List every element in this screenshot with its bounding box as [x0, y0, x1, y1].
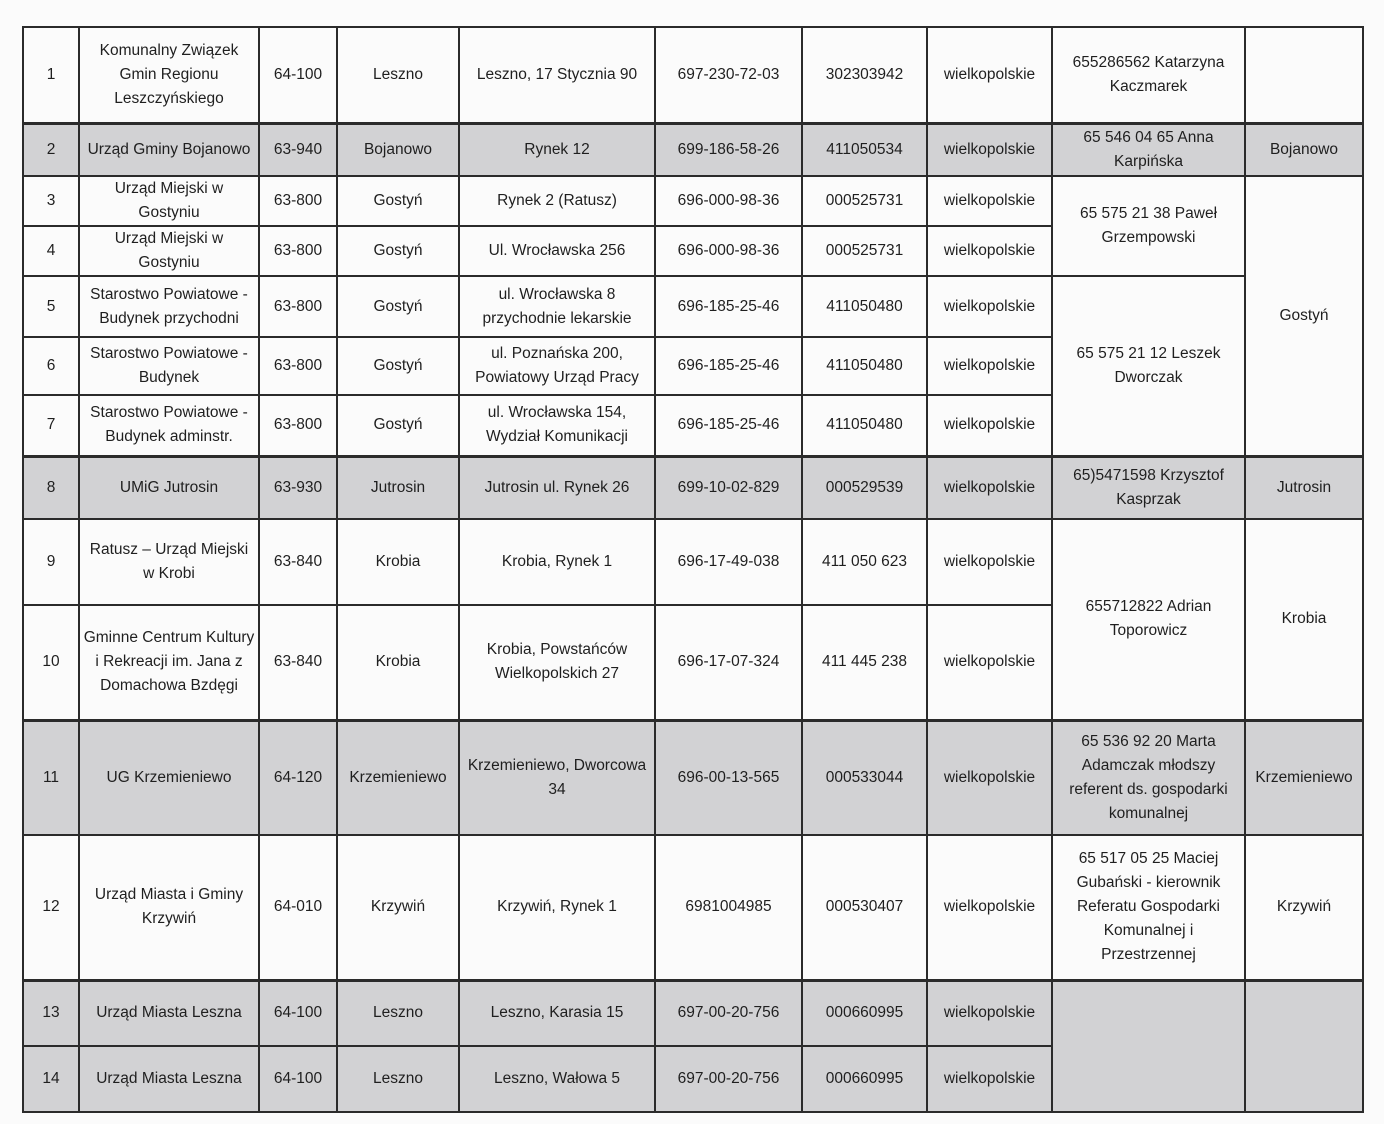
nip-number: 696-000-98-36 [655, 226, 802, 276]
table-row [23, 456, 1363, 519]
regon-number: 000530407 [802, 835, 927, 980]
institution-name: Ratusz – Urząd Miejski w Krobi [79, 519, 259, 605]
nip-number: 696-185-25-46 [655, 337, 802, 395]
commune: Krobia [1245, 519, 1363, 720]
row-number: 5 [23, 276, 79, 337]
contact-person: 65 517 05 25 Maciej Gubański - kierownik Referatu Gospodarki Komunalnej i Przestrzennej [1052, 835, 1245, 980]
province: wielkopolskie [927, 605, 1052, 720]
province: wielkopolskie [927, 226, 1052, 276]
regon-number: 000660995 [802, 1046, 927, 1112]
row-number: 3 [23, 176, 79, 226]
address: Krobia, Rynek 1 [459, 519, 655, 605]
city: Leszno [337, 1046, 459, 1112]
row-number: 11 [23, 720, 79, 835]
city: Bojanowo [337, 123, 459, 176]
institution-name: Starostwo Powiatowe - Budynek przychodni [79, 276, 259, 337]
row-number: 10 [23, 605, 79, 720]
row-number: 1 [23, 27, 79, 123]
table-row [23, 123, 1363, 176]
address: Krzemieniewo, Dworcowa 34 [459, 720, 655, 835]
city: Krobia [337, 605, 459, 720]
nip-number: 699-10-02-829 [655, 456, 802, 519]
city: Leszno [337, 27, 459, 123]
nip-number: 696-185-25-46 [655, 395, 802, 456]
commune: Krzywiń [1245, 835, 1363, 980]
postal-code: 63-800 [259, 226, 337, 276]
city: Gostyń [337, 176, 459, 226]
province: wielkopolskie [927, 980, 1052, 1046]
contact-person: 655712822 Adrian Toporowicz [1052, 519, 1245, 720]
facilities-table [22, 26, 1364, 1113]
postal-code: 63-800 [259, 276, 337, 337]
regon-number: 411050534 [802, 123, 927, 176]
regon-number: 000533044 [802, 720, 927, 835]
institution-name: Urząd Miejski w Gostyniu [79, 176, 259, 226]
regon-number: 000525731 [802, 226, 927, 276]
postal-code: 63-840 [259, 605, 337, 720]
row-number: 7 [23, 395, 79, 456]
institution-name: UG Krzemieniewo [79, 720, 259, 835]
institution-name: Urząd Miasta Leszna [79, 980, 259, 1046]
province: wielkopolskie [927, 276, 1052, 337]
commune: Gostyń [1245, 176, 1363, 456]
contact-person: 655286562 Katarzyna Kaczmarek [1052, 27, 1245, 123]
city: Gostyń [337, 276, 459, 337]
province: wielkopolskie [927, 123, 1052, 176]
table-row [23, 519, 1363, 605]
row-number: 9 [23, 519, 79, 605]
nip-number: 6981004985 [655, 835, 802, 980]
regon-number: 411050480 [802, 337, 927, 395]
institution-name: Starostwo Powiatowe - Budynek [79, 337, 259, 395]
institution-name: Urząd Miejski w Gostyniu [79, 226, 259, 276]
regon-number: 411050480 [802, 395, 927, 456]
province: wielkopolskie [927, 176, 1052, 226]
province: wielkopolskie [927, 519, 1052, 605]
regon-number: 000525731 [802, 176, 927, 226]
contact-person: 65)5471598 Krzysztof Kasprzak [1052, 456, 1245, 519]
contact-empty [1052, 980, 1245, 1112]
province: wielkopolskie [927, 395, 1052, 456]
address: Ul. Wrocławska 256 [459, 226, 655, 276]
province: wielkopolskie [927, 835, 1052, 980]
postal-code: 63-930 [259, 456, 337, 519]
institution-name: Urząd Miasta Leszna [79, 1046, 259, 1112]
row-number: 12 [23, 835, 79, 980]
table-row [23, 720, 1363, 835]
nip-number: 696-17-07-324 [655, 605, 802, 720]
postal-code: 64-120 [259, 720, 337, 835]
address: Leszno, Wałowa 5 [459, 1046, 655, 1112]
regon-number: 302303942 [802, 27, 927, 123]
institution-name: Starostwo Powiatowe - Budynek adminstr. [79, 395, 259, 456]
regon-number: 411 050 623 [802, 519, 927, 605]
table-row [23, 980, 1363, 1046]
address: Krzywiń, Rynek 1 [459, 835, 655, 980]
city: Gostyń [337, 337, 459, 395]
postal-code: 64-100 [259, 980, 337, 1046]
commune-empty [1245, 27, 1363, 123]
address: ul. Wrocławska 154, Wydział Komunikacji [459, 395, 655, 456]
city: Krzywiń [337, 835, 459, 980]
row-number: 6 [23, 337, 79, 395]
postal-code: 63-800 [259, 176, 337, 226]
institution-name: Komunalny Związek Gmin Regionu Leszczyńskiego [79, 27, 259, 123]
table-row [23, 27, 1363, 123]
province: wielkopolskie [927, 456, 1052, 519]
regon-number: 000660995 [802, 980, 927, 1046]
address: ul. Poznańska 200, Powiatowy Urząd Pracy [459, 337, 655, 395]
nip-number: 696-17-49-038 [655, 519, 802, 605]
city: Krobia [337, 519, 459, 605]
contact-person: 65 575 21 12 Leszek Dworczak [1052, 276, 1245, 456]
address: Rynek 12 [459, 123, 655, 176]
row-number: 4 [23, 226, 79, 276]
province: wielkopolskie [927, 1046, 1052, 1112]
postal-code: 63-800 [259, 337, 337, 395]
nip-number: 696-00-13-565 [655, 720, 802, 835]
contact-person: 65 546 04 65 Anna Karpińska [1052, 123, 1245, 176]
regon-number: 411 445 238 [802, 605, 927, 720]
regon-number: 000529539 [802, 456, 927, 519]
postal-code: 63-940 [259, 123, 337, 176]
nip-number: 697-00-20-756 [655, 1046, 802, 1112]
commune: Jutrosin [1245, 456, 1363, 519]
city: Gostyń [337, 226, 459, 276]
address: Rynek 2 (Ratusz) [459, 176, 655, 226]
contact-person: 65 536 92 20 Marta Adamczak młodszy referent ds. gospodarki komunalnej [1052, 720, 1245, 835]
nip-number: 696-185-25-46 [655, 276, 802, 337]
nip-number: 699-186-58-26 [655, 123, 802, 176]
province: wielkopolskie [927, 337, 1052, 395]
row-number: 8 [23, 456, 79, 519]
institution-name: UMiG Jutrosin [79, 456, 259, 519]
row-number: 13 [23, 980, 79, 1046]
table-row [23, 176, 1363, 226]
commune: Krzemieniewo [1245, 720, 1363, 835]
commune: Bojanowo [1245, 123, 1363, 176]
address: ul. Wrocławska 8 przychodnie lekarskie [459, 276, 655, 337]
nip-number: 697-230-72-03 [655, 27, 802, 123]
institution-name: Urząd Gminy Bojanowo [79, 123, 259, 176]
commune-empty [1245, 980, 1363, 1112]
city: Jutrosin [337, 456, 459, 519]
province: wielkopolskie [927, 720, 1052, 835]
address: Jutrosin ul. Rynek 26 [459, 456, 655, 519]
table-row [23, 276, 1363, 337]
address: Leszno, Karasia 15 [459, 980, 655, 1046]
institution-name: Gminne Centrum Kultury i Rekreacji im. Jana z Domachowa Bzdęgi [79, 605, 259, 720]
postal-code: 64-010 [259, 835, 337, 980]
institution-name: Urząd Miasta i Gminy Krzywiń [79, 835, 259, 980]
row-number: 14 [23, 1046, 79, 1112]
postal-code: 63-840 [259, 519, 337, 605]
nip-number: 697-00-20-756 [655, 980, 802, 1046]
city: Krzemieniewo [337, 720, 459, 835]
city: Leszno [337, 980, 459, 1046]
postal-code: 63-800 [259, 395, 337, 456]
city: Gostyń [337, 395, 459, 456]
table-row [23, 835, 1363, 980]
address: Leszno, 17 Stycznia 90 [459, 27, 655, 123]
regon-number: 411050480 [802, 276, 927, 337]
postal-code: 64-100 [259, 1046, 337, 1112]
province: wielkopolskie [927, 27, 1052, 123]
contact-person: 65 575 21 38 Paweł Grzempowski [1052, 176, 1245, 276]
postal-code: 64-100 [259, 27, 337, 123]
nip-number: 696-000-98-36 [655, 176, 802, 226]
address: Krobia, Powstańców Wielkopolskich 27 [459, 605, 655, 720]
row-number: 2 [23, 123, 79, 176]
